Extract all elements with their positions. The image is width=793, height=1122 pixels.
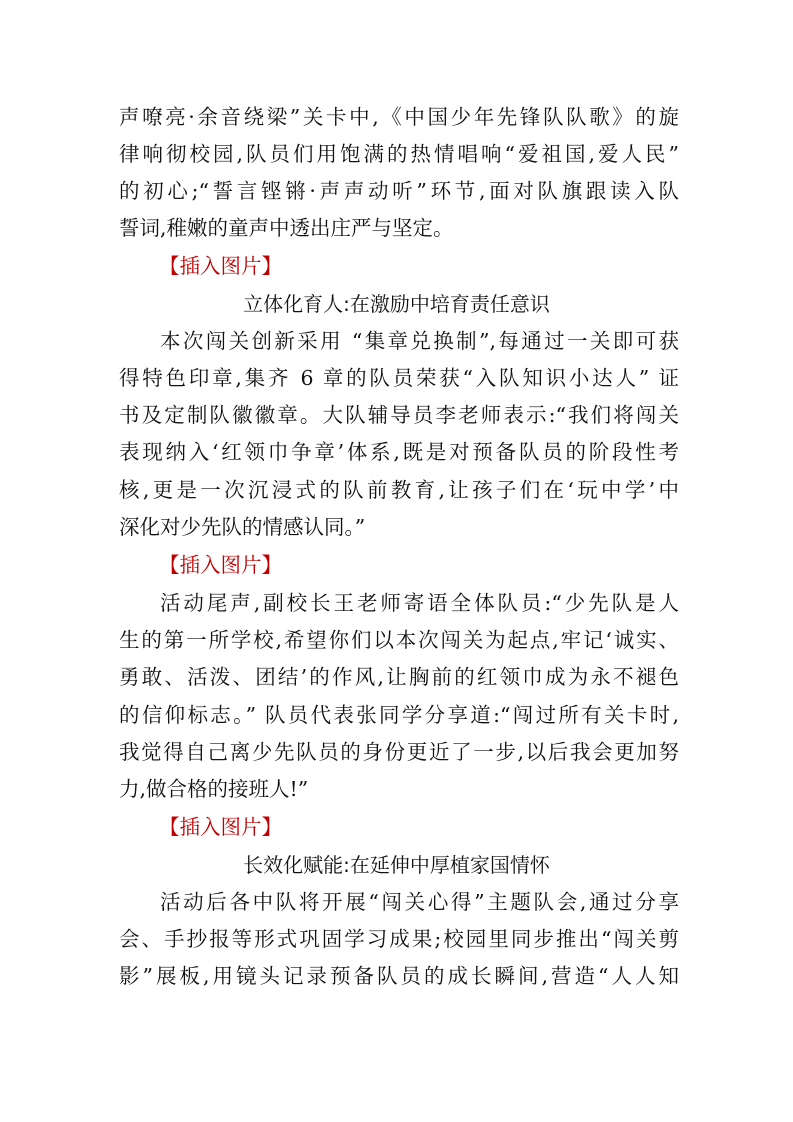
- paragraph-line: 活动后各中队将开展“闯关心得”主题队会,通过分享: [160, 890, 679, 914]
- paragraph-line: 生的第一所学校,希望你们以本次闯关为起点,牢记‘诚实、: [119, 628, 679, 652]
- paragraph-line: 律响彻校园,队员们用饱满的热情唱响“爱祖国,爱人民”: [119, 142, 679, 166]
- paragraph-line: 声嘹亮·余音绕梁”关卡中,《中国少年先锋队队歌》的旋: [119, 105, 679, 129]
- paragraph-line: 本次闯关创新采用 “集章兑换制”,每通过一关即可获: [160, 329, 679, 353]
- paragraph-line: 表现纳入‘红领巾争章’体系,既是对预备队员的阶段性考: [119, 440, 679, 464]
- paragraph-line: 活动尾声,副校长王老师寄语全体队员:“少先队是人: [160, 591, 679, 615]
- paragraph-line: 核,更是一次沉浸式的队前教育,让孩子们在‘玩中学’中: [119, 478, 679, 502]
- paragraph-line: 书及定制队徽徽章。大队辅导员李老师表示:“我们将闯关: [119, 403, 679, 427]
- paragraph-line: 会、手抄报等形式巩固学习成果;校园里同步推出“闯关剪: [119, 927, 679, 951]
- paragraph-line: 誓词,稚嫩的童声中透出庄严与坚定。: [119, 216, 454, 240]
- paragraph-line: 我觉得自己离少先队员的身份更近了一步,以后我会更加努: [119, 740, 679, 764]
- paragraph-line: 的信仰标志。” 队员代表张同学分享道:“闯过所有关卡时,: [119, 703, 679, 727]
- paragraph-line: 力,做合格的接班人!”: [119, 777, 309, 801]
- paragraph-line: 深化对少先队的情感认同。”: [119, 515, 366, 539]
- section-heading: 长效化赋能:在延伸中厚植家国情怀: [243, 853, 550, 877]
- section-heading: 立体化育人:在激励中培育责任意识: [243, 292, 550, 316]
- insert-image-marker: 【插入图片】: [159, 815, 282, 839]
- paragraph-line: 得特色印章,集齐 6 章的队员荣获“入队知识小达人” 证: [119, 366, 679, 390]
- insert-image-marker: 【插入图片】: [159, 553, 282, 577]
- insert-image-marker: 【插入图片】: [159, 254, 282, 278]
- paragraph-line: 的初心;“誓言铿锵·声声动听”环节,面对队旗跟读入队: [119, 179, 679, 203]
- paragraph-line: 勇敢、活泼、团结’的作风,让胸前的红领巾成为永不褪色: [119, 665, 679, 689]
- paragraph-line: 影”展板,用镜头记录预备队员的成长瞬间,营造“人人知: [119, 964, 679, 988]
